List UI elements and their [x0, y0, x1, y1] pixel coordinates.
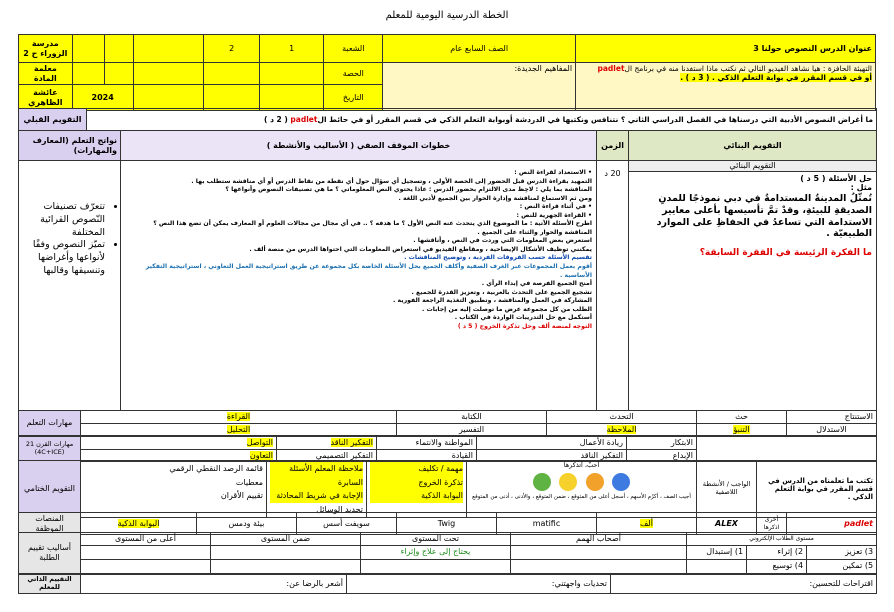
time-col-header: الزمن	[597, 131, 629, 161]
outcome-item: • تميّز النصوص وفقًا لأنواعها وأغراضها وتنسيقها وقالبها	[22, 239, 105, 277]
skill-deduction: الاستدلال	[787, 423, 877, 436]
formative-col-header: التقويم البنائي	[629, 131, 877, 161]
padlet-label-2: padlet	[290, 115, 318, 124]
step-item: اطرح الأسئلة الآتية : ما الموضوع الذي يتحدث عنه النص الأول ؟ ما هدفه ؟ .. في أي مجال من مجالات العلوم أو المعارف يمكن أن تضع هذا النص ؟	[153, 220, 592, 228]
step-item: التمهيد بقراءة الدرس قبل الحضور إلى الحصة الأولى ، وتسجيل أي سؤال حول أي نقطة من نقاط الدرس أو أي مناقشة ستطلب بها .	[191, 177, 592, 185]
page-title: الخطة الدرسية اليومية للمعلم	[385, 10, 509, 21]
levels-table: مستوى الطلاب الإلكتروني أصحاب الهمم تحت المستوى ضمن المستوى أعلى من المستوى أساليب تقييم الطلبة 3) تعزيز 2) إثراء 1) إستبدال يحتاج إلى علاج وإثراء 5) تمكين 4) توسيع	[18, 532, 877, 574]
step-item: استعرض بعض المعلومات التي وردت في النص ، وأناقشها .	[413, 237, 592, 245]
platform-alef: ألف	[597, 513, 697, 535]
levels-label: أساليب تقييم الطلبة	[19, 533, 81, 574]
homework-text: تكتب ما تعلمناه من الدرس في قسم المقرر في بوابة التعلم الذكي .	[757, 461, 877, 518]
prior-label: التقويم القبلي	[19, 109, 87, 131]
skill-reading: القراءة	[81, 411, 397, 424]
step-item: يمكنني توظيف الأشكال الإيضاحية ، ومقاطع الفيديو في استعراض المعلومات التي احتواها الدرس من منصة ألف .	[249, 245, 592, 253]
level-note: يحتاج إلى علاج وإثراء	[361, 545, 511, 559]
skills-table	[18, 410, 877, 436]
closing-table: تكتب ما تعلمناه من الدرس في قسم المقرر في بوابة التعلم الذكي . الواجب / الأنشطة اللاصفية أحبّ، أتذكرها أجيب الصف ، أكرّم الأسهم ، أسجل أعلى من المتوقع ، ضمن المتوقع ، والأدنى ، أدنى من المتوقع مهمة / تكليف تذكرة الخروج البوابة الذكية ملاحظة المعلم الأسئلة السابرة الإجابة في شريط المحادثة تحديد الوسائل قائمة الرصد النقطي الرقمي معطيات تقييم الأقران التقويم الختامي	[18, 460, 877, 518]
level-above: أعلى من المستوى	[81, 533, 211, 546]
intro-text-2: أو في قسم المقرر في بوابة التعلم الذكي . ( 3 د ) .	[680, 73, 872, 82]
steps-col-header: خطوات الموقف الصفي ( الأساليب والأنشطة )	[121, 131, 597, 161]
school-name: مدرسة الزوراء ح 2	[19, 35, 73, 63]
skill-speaking: التحدث	[547, 411, 697, 424]
step-item: المناقشة والحوار والثناء على الجميع .	[477, 228, 592, 236]
blue-face-icon	[612, 473, 630, 491]
skills-label: مهارات التعلم	[19, 411, 81, 436]
platform-twig: Twig	[397, 513, 497, 535]
section-value-3	[133, 35, 204, 63]
step-item: المشاركة في العمل والمناقشة ، وتطبيق التغذية الراجعة الفورية .	[393, 297, 592, 305]
date-label: التاريخ	[324, 85, 383, 111]
outcome-item: • تتعرّف تصنيفات النّصوص القرائية المختلفة	[22, 201, 105, 239]
platform-alex: ALEX	[697, 513, 757, 535]
platform-other: أخرى اذكرها	[757, 513, 787, 535]
formative-task: حل الأسئلة ( 5 د )	[800, 173, 872, 183]
platform-smart: البوابة الذكية	[81, 513, 197, 535]
level-below: تحت المستوى	[361, 533, 511, 546]
emoji-faces	[470, 473, 693, 491]
reflection-label: التقييم الذاتي للمعلم	[19, 575, 81, 594]
step-item: أمنح الجميع الفرصة في إبداء الرأي .	[481, 280, 592, 288]
orange-face-icon	[586, 473, 604, 491]
platform-swift: سويفت أسس	[297, 513, 397, 535]
level-within: ضمن المستوى	[211, 533, 361, 546]
blank-cell	[72, 35, 104, 63]
formative-question: ما الفكرة الرئيسة في الفقرة السابقة؟	[699, 248, 872, 259]
platform-padlet: padlet	[787, 513, 877, 535]
step-item: ومن ثم الاستماع لمناقشة وإدارة الحوار بين الجميع لأدبي اللغة .	[398, 194, 592, 202]
header-table	[18, 34, 876, 111]
feelings-label: أحبّ، أتذكرها	[563, 461, 600, 469]
step-item: المناقشة بما يلي : لاحِظ مدى الالتزام بحضور الدرس : عاذا يحتوي النص المعلوماتي ؟ ما هي تصنيفات النصوص وأنواعها ؟	[225, 186, 592, 194]
padlet-label: padlet	[597, 64, 625, 73]
closing-label: التقويم الختامي	[19, 461, 81, 518]
step-item: التوجه لمنصة ألف وحل تذكرة الخروج ( 5 د )	[457, 322, 592, 330]
section-value-1: 1	[260, 35, 324, 63]
green-face-icon	[533, 473, 551, 491]
grade: الصف السابع عام	[383, 35, 576, 63]
outcomes-col-header: نواتج التعلم (المعارف والمهارات)	[19, 131, 121, 161]
subject-label: معلمة المادة	[19, 63, 73, 85]
faces-text: أجيب الصف ، أكرّم الأسهم ، أسجل أعلى من المتوقع ، ضمن المتوقع ، والأدنى ، أدنى من المتوقع	[472, 493, 691, 500]
skill-observation: الملاحظة	[547, 423, 697, 436]
level-special: أصحاب الهمم	[511, 533, 687, 546]
century-label: مهارات القرن 21 (4C+ICE)	[19, 437, 81, 462]
intro-text-1: التهيئة الحافزة : هيا نشاهد الفيديو التالي ثم نكتب ماذا استفدنا منه في برنامج ال	[624, 64, 872, 73]
step-item: تشجيع الجميع على التحدث بالعربية ، وتعزيز القدرة للجميع .	[411, 288, 592, 296]
reflection-table	[18, 574, 877, 594]
new-concepts-label: المفاهيم الجديدة:	[383, 63, 576, 111]
skill-writing: الكتابة	[397, 411, 547, 424]
step-item: تقسيم الأسئلة حسب الفروقات الفردية ، وتوضيح المناقشات .	[404, 254, 592, 262]
challenges: تحديات واجهتني:	[347, 575, 611, 594]
suggestions: اقتراحات للتحسين:	[611, 575, 877, 594]
platforms-label: المنصات الموظفة	[19, 513, 81, 535]
section-label: الشعبة	[324, 35, 383, 63]
lesson-title: عنوان الدرس النصوص حولنا 3	[576, 35, 876, 63]
formative-example: تُمثّلُ المدينةُ المستدامةُ في دبي نموذجًا للمدنِ الصديقةِ للبيئةِ، وقدْ تمَّ تأسيسها بأعلى معايير الاستدامة التي تساعدُ في الحفاظِ على الموارد الطبيعيّة .	[656, 192, 872, 240]
step-item: أقوم بعمل المجموعات عبر الغرف الصفية وأكلف الجميع بحل الأسئلة الخاصة بكل مجموعة عن طريق استراتيجية العمل التعاوني ، استراتيجية التفكير الأساسية .	[145, 263, 592, 279]
prior-question: ما أغراض النصوص الأدبية التي درسناها في الفصل الدراسي الثاني ؟ نتنافس ونكتبها في الدردشة أوبوابة التعلم الذكي في قسم المقرر أو في حائط ال	[317, 115, 873, 124]
skill-analysis: التحليل	[81, 423, 397, 436]
steps-list	[141, 169, 592, 331]
homework-label: الواجب / الأنشطة اللاصفية	[697, 461, 757, 518]
step-item: • القراءة الجهرية للنص :	[516, 211, 592, 219]
yellow-face-icon	[559, 473, 577, 491]
formative-example-label: مثل :	[850, 183, 872, 193]
step-item: أستكمل مع حل التدريبات الواردة في الكتاب .	[454, 314, 592, 322]
section-value-2: 2	[204, 35, 260, 63]
skill-prediction: التنبؤ	[697, 423, 787, 436]
satisfaction: أشعر بالرضا عن:	[81, 575, 347, 594]
main-body	[18, 130, 877, 411]
teacher-name: عائشة الظاهري	[19, 85, 73, 111]
level-electronic: مستوى الطلاب الإلكتروني	[687, 533, 877, 546]
section-value-4	[104, 35, 133, 63]
platform-matific: matific	[497, 513, 597, 535]
year-value: 2024	[72, 85, 133, 111]
prior-row	[18, 108, 877, 131]
time-value: 20 د	[597, 161, 629, 411]
skill-research: حث	[697, 411, 787, 424]
period-label: الحصة	[324, 63, 383, 85]
formative-subheader: التقويم البنائي	[629, 161, 876, 172]
step-item: • في أثناء قراءة النص :	[519, 203, 592, 211]
step-item: • الاستعداد لقراءة النص :	[514, 169, 592, 176]
prior-time: ( 2 د )	[264, 115, 288, 124]
step-item: الطلب من كل مجموعة عرض ما توصلت إليه من إجابات .	[422, 305, 592, 313]
century-table: الابتكار ريادة الأعمال المواطنة والانتماء التفكير الناقد التواصل مهارات القرن 21 (4C+ICE) الإبداع التفكير الناقد القيادة التفكير التصميمي التعاون	[18, 436, 877, 462]
skill-interpretation: التفسير	[397, 423, 547, 436]
platform-dms: بيئة ودمس	[197, 513, 297, 535]
skill-inference: الاستنتاج	[787, 411, 877, 424]
